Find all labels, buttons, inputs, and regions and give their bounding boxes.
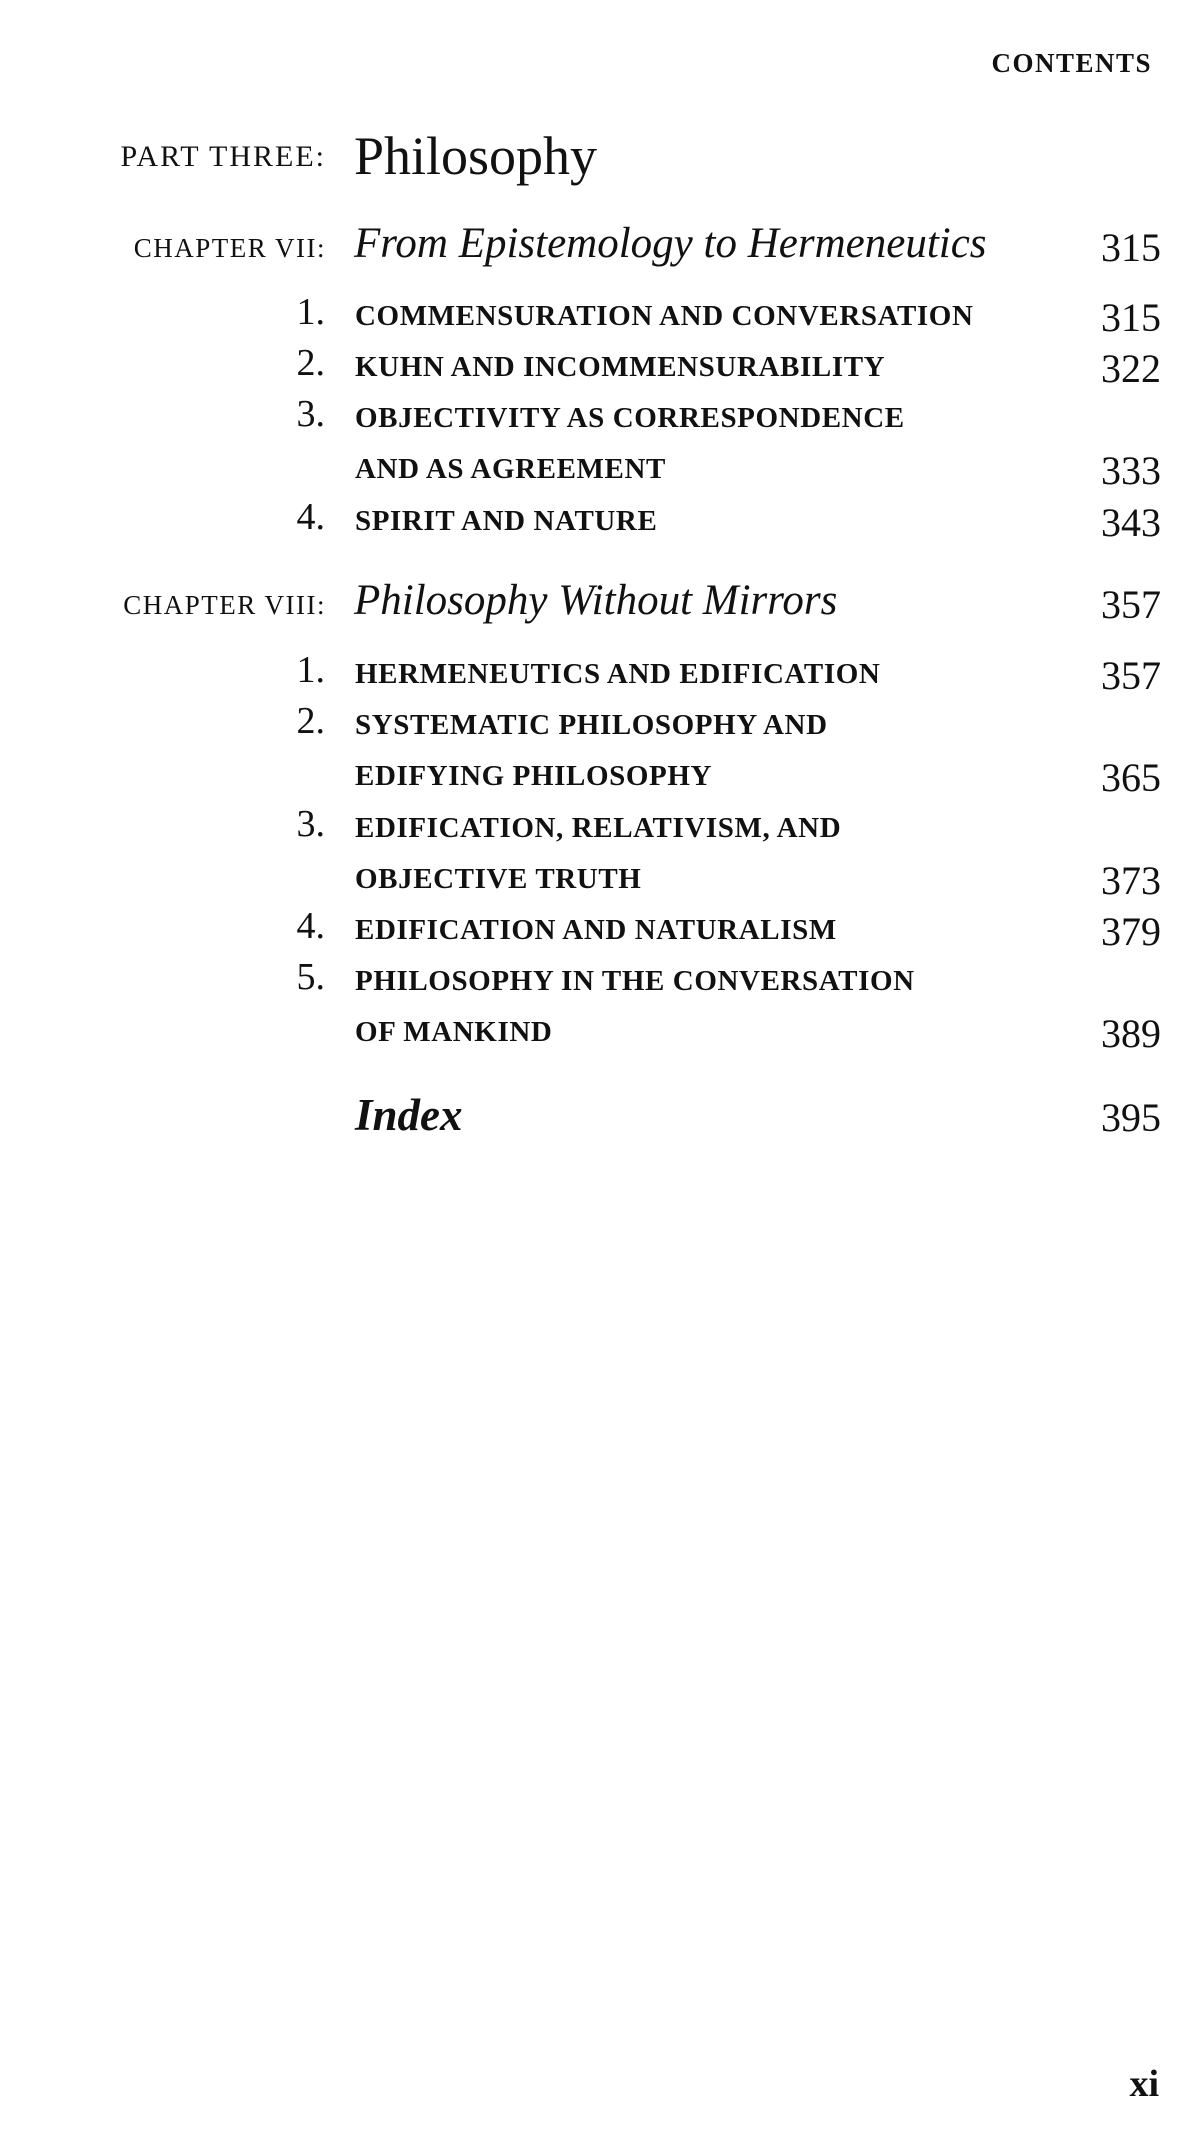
section-title: SYSTEMATIC PHILOSOPHY AND [355, 709, 828, 741]
section-title: COMMENSURATION AND CONVERSATION [355, 300, 974, 332]
chapter-page-number: 357 [1101, 582, 1161, 627]
section-number: 2. [296, 700, 325, 742]
section-number: 3. [296, 803, 325, 845]
section-number: 1. [296, 291, 325, 333]
section-page-number: 322 [1101, 346, 1161, 391]
toc-section-row [0, 341, 1203, 391]
section-number: 2. [296, 342, 325, 384]
section-title-continuation: AND AS AGREEMENT [355, 453, 666, 485]
section-page-number: 389 [1101, 1011, 1161, 1056]
section-page-number: 315 [1101, 295, 1161, 340]
section-title: HERMENEUTICS AND EDIFICATION [355, 658, 881, 690]
folio: xi [1129, 2063, 1159, 2105]
toc-section-row [0, 290, 1203, 340]
section-page-number: 343 [1101, 500, 1161, 545]
toc-section-row [0, 648, 1203, 698]
chapter-title: From Epistemology to Hermeneutics [354, 220, 987, 267]
section-title: KUHN AND INCOMMENSURABILITY [355, 351, 886, 383]
section-title-continuation: EDIFYING PHILOSOPHY [355, 760, 713, 792]
part-title: Philosophy [354, 126, 598, 186]
chapter-title: Philosophy Without Mirrors [354, 577, 838, 624]
section-title: OBJECTIVITY AS CORRESPONDENCE [355, 402, 905, 434]
section-page-number: 365 [1101, 755, 1161, 800]
index-entry [0, 1088, 1203, 1148]
toc-section-continuation [0, 750, 1203, 800]
chapter-heading [0, 214, 1203, 274]
toc-section-row [0, 495, 1203, 545]
toc-section-continuation [0, 443, 1203, 493]
toc-section-row [0, 392, 1203, 436]
section-title: PHILOSOPHY IN THE CONVERSATION [355, 965, 915, 997]
index-title: Index [355, 1090, 463, 1140]
section-title-continuation: OF MANKIND [355, 1016, 553, 1048]
section-number: 3. [296, 393, 325, 435]
running-head: CONTENTS [991, 48, 1152, 78]
section-title: SPIRIT AND NATURE [355, 505, 658, 537]
section-title-continuation: OBJECTIVE TRUTH [355, 863, 642, 895]
toc-section-row [0, 955, 1203, 999]
chapter-label: CHAPTER VII: [133, 233, 326, 263]
section-number: 1. [296, 649, 325, 691]
toc-section-continuation [0, 853, 1203, 903]
toc-section-row [0, 802, 1203, 846]
part-heading [0, 127, 1203, 197]
section-number: 5. [296, 956, 325, 998]
section-page-number: 379 [1101, 909, 1161, 954]
section-page-number: 333 [1101, 448, 1161, 493]
toc-section-row [0, 904, 1203, 954]
chapter-label: CHAPTER VIII: [123, 590, 326, 620]
toc-section-continuation [0, 1006, 1203, 1056]
section-title: EDIFICATION, RELATIVISM, AND [355, 812, 842, 844]
section-page-number: 373 [1101, 858, 1161, 903]
toc-section-row [0, 699, 1203, 743]
chapter-page-number: 315 [1101, 225, 1161, 270]
section-title: EDIFICATION AND NATURALISM [355, 914, 837, 946]
chapter-heading [0, 571, 1203, 631]
section-page-number: 357 [1101, 653, 1161, 698]
index-page-number: 395 [1101, 1095, 1161, 1140]
part-label: PART THREE: [120, 140, 326, 173]
section-number: 4. [296, 496, 325, 538]
section-number: 4. [296, 905, 325, 947]
